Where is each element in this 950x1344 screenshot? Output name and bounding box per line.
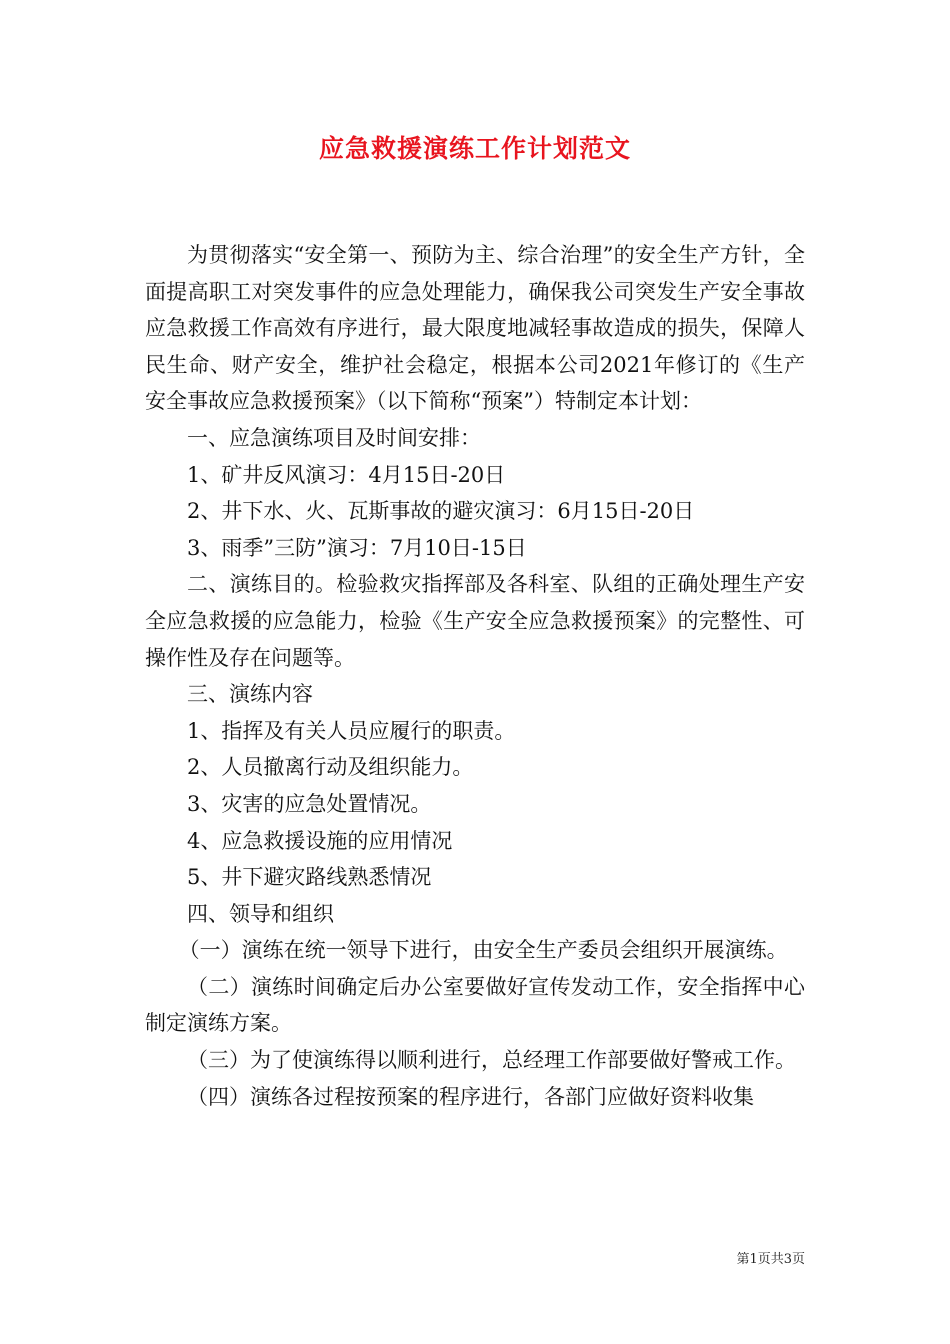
- list-item: 3、灾害的应急处置情况。: [187, 791, 432, 816]
- document-body: [145, 237, 805, 1115]
- page-number: 第1页共3页: [736, 1252, 805, 1267]
- paragraph-intro: 为贯彻落实“安全第一、预防为主、综合治理”的安全生产方针，全面提高职工对突发事件的应急处理能力，确保我公司突发生产安全事故应急救援工作高效有序进行，最大限度地减轻事故造成的损失，保障人民生命、财产安全，维护社会稳定，根据本公司2021年修订的《生产安全事故应急救援预案》（以下简称“预案”）特制定本计划：: [145, 243, 805, 414]
- list-item: （三）为了使演练得以顺利进行，总经理工作部要做好警戒工作。: [187, 1048, 796, 1073]
- list-item: 2、井下水、火、瓦斯事故的避灾演习：6月15日-20日: [187, 499, 695, 524]
- section-heading-1: 一、应急演练项目及时间安排：: [187, 425, 481, 450]
- list-item: （四）演练各过程按预案的程序进行，各部门应做好资料收集: [187, 1084, 754, 1109]
- list-item: 5、井下避灾路线熟悉情况: [187, 865, 432, 890]
- list-item: （二）演练时间确定后办公室要做好宣传发动工作，安全指挥中心制定演练方案。: [145, 974, 805, 1036]
- section-heading-4: 四、领导和组织: [187, 901, 334, 926]
- document-title: 应急救援演练工作计划范文: [318, 134, 631, 163]
- list-item: 1、矿井反风演习：4月15日-20日: [187, 462, 506, 487]
- section-heading-3: 三、演练内容: [187, 682, 313, 707]
- list-item: 3、雨季”三防”演习：7月10日-15日: [187, 535, 527, 560]
- list-item: （一）演练在统一领导下进行，由安全生产委员会组织开展演练。: [178, 938, 788, 963]
- section-heading-2: 二、演练目的。检验救灾指挥部及各科室、队组的正确处理生产安全应急救援的应急能力，检验《生产安全应急救援预案》的完整性、可操作性及存在问题等。: [145, 572, 805, 670]
- list-item: 1、指挥及有关人员应履行的职责。: [187, 718, 516, 743]
- list-item: 2、人员撤离行动及组织能力。: [187, 755, 474, 780]
- list-item: 4、应急救援设施的应用情况: [187, 828, 453, 853]
